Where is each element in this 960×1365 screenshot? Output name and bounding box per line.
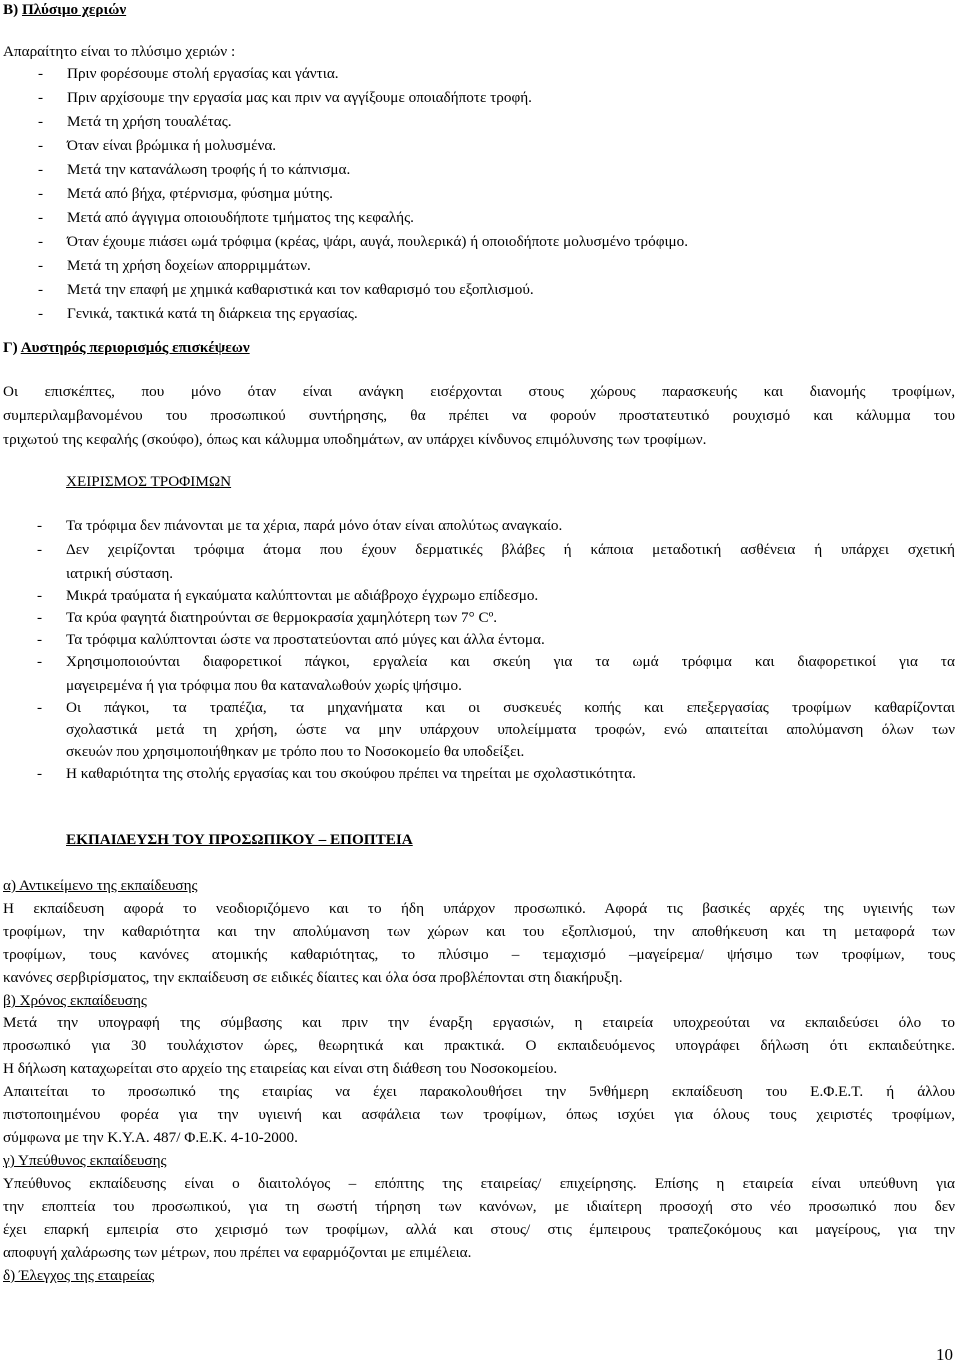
list-item: Μικρά τραύματα ή εγκαύματα καλύπτονται με αδιάβροχο έγχρωμο επίδεσμο. [66,587,539,604]
subsection-c-title: γ) Υπεύθυνος εκπαίδευσης [3,1152,167,1169]
list-dash: - [38,161,44,178]
paragraph-line: Μετά την υπογραφή της σύμβασης και πριν την έναρξη εργασιών, η εταιρεία υποχρεούται να εκπαιδεύσει όλο το [3,1014,955,1031]
list-dash: - [37,699,43,716]
training-heading: ΕΚΠΑΙΔΕΥΣΗ ΤΟΥ ΠΡΟΣΩΠΙΚΟΥ – ΕΠΟΠΤΕΙΑ [66,831,413,848]
list-item: Τα κρύα φαγητά διατηρούνται σε θερμοκρασία χαμηλότερη των 7° Cº. [66,609,498,626]
section-c-prefix: Γ) [3,339,18,356]
paragraph-line: Η εκπαίδευση αφορά το νεοδιοριζόμενο και το ήδη υπάρχον προσωπικό. Αφορά τις βασικές αρχές της υγιεινής των [3,900,955,917]
list-dash: - [38,305,44,322]
list-dash: - [37,609,43,626]
page-number: 10 [936,1345,953,1364]
list-item-continuation: σχολαστικά μετά τη χρήση, ώστε να μην υπάρχουν υπολείμματα τροφών, ενώ απαιτείται απολύμανση όλων των [66,721,955,738]
list-item: Χρησιμοποιούνται διαφορετικοί πάγκοι, εργαλεία και σκεύη για τα ωμά τρόφιμα και διαφορετικοί για τα [66,653,955,670]
list-item: Η καθαριότητα της στολής εργασίας και του σκούφου πρέπει να τηρείται με σχολαστικότητα. [66,765,636,782]
list-item: Οι πάγκοι, τα τραπέζια, τα μηχανήματα και οι συσκευές κοπής και επεξεργασίας τροφίμων καθαρίζονται [66,699,955,716]
paragraph-line: συμπεριλαμβανομένου του προσωπικού συντήρησης, θα πρέπει να φορούν προστατευτικό ρουχισμό και κάλυμμα του [3,407,955,424]
list-dash: - [38,65,44,82]
list-dash: - [38,185,44,202]
list-item: Όταν είναι βρώμικα ή μολυσμένα. [67,137,277,154]
paragraph-line: Οι επισκέπτες, που μόνο όταν είναι ανάγκη εισέρχονται στους χώρους παρασκευής και διανομής τροφίμων, [3,383,955,400]
list-dash: - [38,209,44,226]
paragraph-line: τροφίμων, τους κανόνες ατομικής καθαριότητας, το πλύσιμο – τεμαχισμό –μαγείρεμα/ ψήσιμο των τροφίμων, τους [3,946,955,963]
list-item: Μετά τη χρήση δοχείων απορριμμάτων. [67,257,311,274]
section-b-prefix: Β) [3,1,19,18]
paragraph-line: σύμφωνα με την Κ.Υ.Α. 487/ Φ.Ε.Κ. 4-10-2000. [3,1129,298,1146]
paragraph-line: προσωπικό για 30 τουλάχιστον ώρες, θεωρητικά και πρακτικά. Ο εκπαιδευόμενος υπογράφει δήλωση ότι εκπαιδεύτηκε. [3,1037,955,1054]
list-item-continuation: μαγειρεμένα ή για τρόφιμα που θα καταναλωθούν χωρίς ψήσιμο. [66,677,462,694]
section-b-title: Πλύσιμο χεριών [21,1,127,18]
list-dash: - [38,281,44,298]
paragraph-line: τριχωτού της κεφαλής (σκούφο), όπως και κάλυμμα υποδημάτων, αν υπάρχει κίνδυνος επιμόλυνσης των τροφίμων. [3,431,707,448]
list-dash: - [37,631,43,648]
section-b-heading [3,0,126,21]
list-item: Πριν φορέσουμε στολή εργασίας και γάντια. [67,65,339,82]
food-handling-heading: ΧΕΙΡΙΣΜΟΣ ΤΡΟΦΙΜΩΝ [66,473,232,490]
paragraph-line: πιστοποιημένου φορέα για την υγιεινή και ασφάλεια των τροφίμων, όπως ισχύει για όλους τους χειριστές τροφίμων, [3,1106,955,1123]
list-dash: - [37,541,43,558]
list-item: Τα τρόφιμα καλύπτονται ώστε να προστατεύονται από μύγες και άλλα έντομα. [66,631,545,648]
paragraph-line: Υπεύθυνος εκπαίδευσης είναι ο διαιτολόγος – επόπτης της εταιρείας/ επιχείρησης. Επίσης η εταιρεία είναι υπεύθυνη για [3,1175,955,1192]
section-b-intro: Απαραίτητο είναι το πλύσιμο χεριών : [3,43,236,60]
section-c-heading [3,337,250,359]
paragraph-line: Απαιτείται το προσωπικό της εταιρίας να έχει παρακολουθήσει την 5νθήμερη εκπαίδευση του Ε.Φ.Ε.Τ. ή άλλου [3,1083,955,1100]
list-dash: - [38,89,44,106]
list-item: Τα τρόφιμα δεν πιάνονται με τα χέρια, παρά μόνο όταν είναι απολύτως αναγκαίο. [66,517,563,534]
subsection-b-title: β) Χρόνος εκπαίδευσης [3,992,147,1009]
list-item: Μετά τη χρήση τουαλέτας. [67,113,232,130]
section-c-title: Αυστηρός περιορισμός επισκέψεων [20,339,250,356]
list-dash: - [37,587,43,604]
list-item: Όταν έχουμε πιάσει ωμά τρόφιμα (κρέας, ψάρι, αυγά, πουλερικά) ή οποιοδήποτε μολυσμένο τρόφιμο. [67,233,689,250]
list-item: Πριν αρχίσουμε την εργασία μας και πριν να αγγίξουμε οποιαδήποτε τροφή. [67,89,532,106]
list-item: Δεν χειρίζονται τρόφιμα άτομα που έχουν δερματικές βλάβες ή κάποια μεταδοτική ασθένεια ή υπάρχει σχετική [66,541,955,558]
list-dash: - [38,113,44,130]
paragraph-line: την εποπτεία του προσωπικού, για τη σωστή τήρηση των κανόνων, με ιδιαίτερη προσοχή στο νέο προσωπικό που δεν [3,1198,955,1215]
list-dash: - [38,137,44,154]
list-item: Μετά από άγγιγμα οποιουδήποτε τμήματος της κεφαλής. [67,209,414,226]
list-dash: - [37,517,43,534]
subsection-a-title: α) Αντικείμενο της εκπαίδευσης [3,877,198,894]
list-item: Μετά από βήχα, φτέρνισμα, φύσημα μύτης. [67,185,333,202]
list-item-continuation: ιατρική σύσταση. [66,565,174,582]
list-item: Μετά την κατανάλωση τροφής ή το κάπνισμα. [67,161,351,178]
list-dash: - [37,765,43,782]
list-item-continuation: σκευών που χρησιμοποιήθηκαν με τρόπο που το Νοσοκομείο θα υποδείξει. [66,743,525,760]
list-dash: - [37,653,43,670]
list-dash: - [38,257,44,274]
subsection-d-title: δ) Έλεγχος της εταιρείας [3,1267,155,1284]
list-item: Γενικά, τακτικά κατά τη διάρκεια της εργασίας. [67,305,358,322]
paragraph-line: κανόνες σερβιρίσματος, την εκπαίδευση σε ειδικές δίαιτες και όλα όσα προβλέπονται στη διακήρυξη. [3,969,623,986]
paragraph-line: αποφυγή χαλάρωσης των μέτρων, που πρέπει να εφαρμόζονται με επιμέλεια. [3,1244,472,1261]
list-item: Μετά την επαφή με χημικά καθαριστικά και τον καθαρισμό του εξοπλισμού. [67,281,534,298]
list-dash: - [38,233,44,250]
paragraph-line: τροφίμων, την καθαριότητα και την απολύμανση των χώρων και του εξοπλισμού, την αποθήκευση και τη μεταφορά των [3,923,955,940]
paragraph-line: Η δήλωση καταχωρείται στο αρχείο της εταιρείας και είναι στη διάθεση του Νοσοκομείου. [3,1060,558,1077]
paragraph-line: έχει επαρκή εμπειρία στο χειρισμό των τροφίμων, αλλά και στους/ στις έμπειρους τραπεζοκόμους και μαγείρους, για την [3,1221,955,1238]
